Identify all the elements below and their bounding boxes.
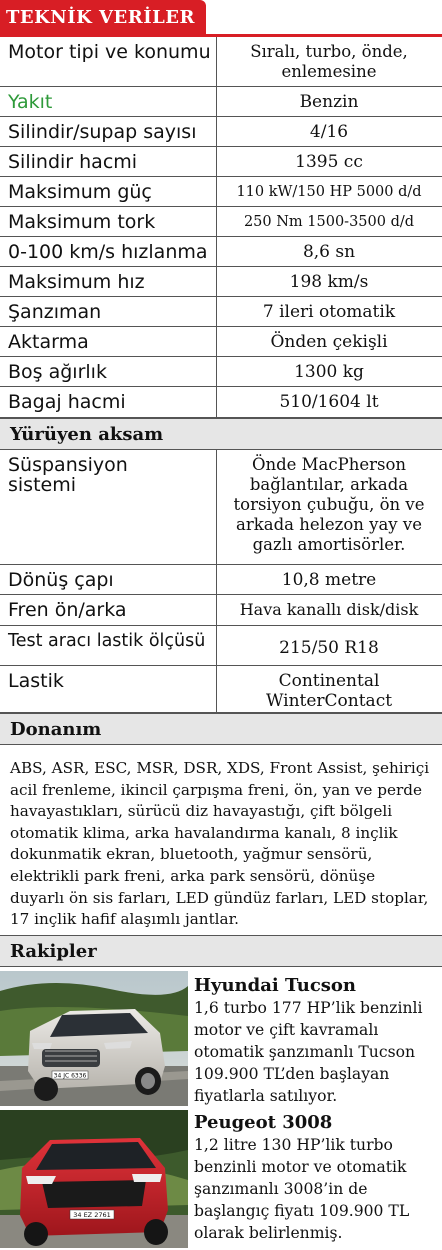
spec-label: 0-100 km/s hızlanma xyxy=(8,241,208,263)
spec-label: Maksimum hız xyxy=(8,271,145,293)
spec-row xyxy=(0,387,442,418)
section-title: Yürüyen aksam xyxy=(10,424,164,445)
column-divider xyxy=(216,450,217,564)
column-divider xyxy=(216,387,217,417)
column-divider xyxy=(216,237,217,266)
rivals-section-heading xyxy=(0,935,442,967)
spec-row xyxy=(0,237,442,267)
spec-row xyxy=(0,177,442,207)
column-divider xyxy=(216,297,217,326)
column-divider xyxy=(216,267,217,296)
peugeot-3008-photo xyxy=(0,1110,188,1248)
spec-value: 110 kW/150 HP 5000 d/d xyxy=(236,184,422,200)
spec-label: Şanzıman xyxy=(8,301,102,323)
section-title: Donanım xyxy=(10,719,102,740)
spec-value: Sıralı, turbo, önde, enlemesine xyxy=(250,42,408,81)
column-divider xyxy=(216,357,217,386)
spec-label: Silindir hacmi xyxy=(8,151,138,173)
column-divider xyxy=(216,626,217,665)
rival-description: 1,6 turbo 177 HP’lik benzinli motor ve çift kavramalı otomatik şanzımanlı Tucson 109.900 TL’den başlayan fiyatlarla satılıyor. xyxy=(194,999,423,1105)
spec-label: Silindir/supap sayısı xyxy=(8,121,197,143)
spec-row xyxy=(0,595,442,626)
spec-label: Yakıt xyxy=(8,91,53,113)
spec-value: 8,6 sn xyxy=(302,242,356,262)
spec-label: Motor tipi ve konumu xyxy=(8,41,211,63)
spec-value: 198 km/s xyxy=(289,272,369,292)
spec-row xyxy=(0,37,442,87)
rival-name: Hyundai Tucson xyxy=(194,975,357,996)
spec-value: Önden çekişli xyxy=(270,332,388,352)
column-divider xyxy=(216,327,217,356)
spec-label: Test aracı lastik ölçüsü xyxy=(8,631,206,651)
spec-row xyxy=(0,117,442,147)
spec-row xyxy=(0,357,442,387)
spec-row xyxy=(0,450,442,565)
spec-value: Hava kanallı disk/disk xyxy=(239,600,419,619)
rivals-section xyxy=(0,935,442,967)
rival-card-tucson xyxy=(194,975,440,1107)
spec-label: Aktarma xyxy=(8,331,89,353)
column-divider xyxy=(216,565,217,594)
rival-description: 1,2 litre 130 HP’lik turbo benzinli motor ve otomatik şanzımanlı 3008’in de başlangıç fiyatı 109.900 TL olarak belirlenmiş. xyxy=(194,1136,410,1242)
spec-row xyxy=(0,147,442,177)
spec-value: Benzin xyxy=(299,92,359,112)
section-banner xyxy=(0,0,206,34)
column-divider xyxy=(216,37,217,86)
spec-row xyxy=(0,565,442,595)
spec-row xyxy=(0,267,442,297)
spec-label: Bagaj hacmi xyxy=(8,391,126,413)
spec-row xyxy=(0,327,442,357)
chassis-section-heading xyxy=(0,418,442,450)
spec-value: 215/50 R18 xyxy=(279,638,379,658)
spec-row xyxy=(0,626,442,666)
spec-table xyxy=(0,37,442,745)
spec-label: Dönüş çapı xyxy=(8,569,114,591)
rival-card-3008 xyxy=(194,1112,440,1244)
spec-value: 1395 cc xyxy=(295,152,363,172)
page-title: TEKNİK VERİLER xyxy=(6,7,195,28)
plate-text: 34 EZ 2761 xyxy=(73,1211,111,1219)
spec-label: Süspansiyon sistemi xyxy=(8,454,128,496)
rival-name: Peugeot 3008 xyxy=(194,1112,333,1133)
column-divider xyxy=(216,147,217,176)
column-divider xyxy=(216,207,217,236)
spec-value: 4/16 xyxy=(309,122,349,142)
hyundai-tucson-photo xyxy=(0,971,188,1106)
spec-value: 7 ileri otomatik xyxy=(262,302,396,322)
spec-row xyxy=(0,297,442,327)
spec-row xyxy=(0,666,442,713)
plate-text: 34 JC 6336 xyxy=(53,1072,87,1080)
spec-label: Maksimum güç xyxy=(8,181,152,203)
spec-row xyxy=(0,207,442,237)
spec-value: Continental WinterContact xyxy=(265,671,393,711)
equipment-section-heading xyxy=(0,713,442,745)
column-divider xyxy=(216,666,217,712)
spec-value: 510/1604 lt xyxy=(279,392,379,412)
spec-value: 250 Nm 1500-3500 d/d xyxy=(243,214,415,230)
spec-value: Önde MacPherson bağlantılar, arkada torsiyon çubuğu, ön ve arkada helezon yay ve gazlı amortisörler. xyxy=(233,455,425,554)
spec-label: Maksimum tork xyxy=(8,211,156,233)
equipment-text: ABS, ASR, ESC, MSR, DSR, XDS, Front Assist, şehiriçi acil frenleme, ikincil çarpışma freni, ön, yan ve perde havayastıkları, sürücü diz havayastığı, çift bölgeli otomatik klima, arka havalandırma kanalı, 8 inçlik dokunmatik ekran, bluetooth, yağmur sensörü, elektrikli park freni, arka park sensörü, dönüşe duyarlı ön sis farları, LED gündüz farları, LED stoplar, 17 inçlik hafif alaşımlı jantlar. xyxy=(10,759,430,929)
spec-value: 1300 kg xyxy=(294,362,364,382)
spec-label: Lastik xyxy=(8,670,64,692)
spec-label: Fren ön/arka xyxy=(8,599,127,621)
column-divider xyxy=(216,117,217,146)
section-title: Rakipler xyxy=(10,941,97,962)
column-divider xyxy=(216,595,217,625)
spec-value: 10,8 metre xyxy=(281,570,377,590)
column-divider xyxy=(216,87,217,116)
spec-row xyxy=(0,87,442,117)
spec-label: Boş ağırlık xyxy=(8,361,107,383)
column-divider xyxy=(216,177,217,206)
